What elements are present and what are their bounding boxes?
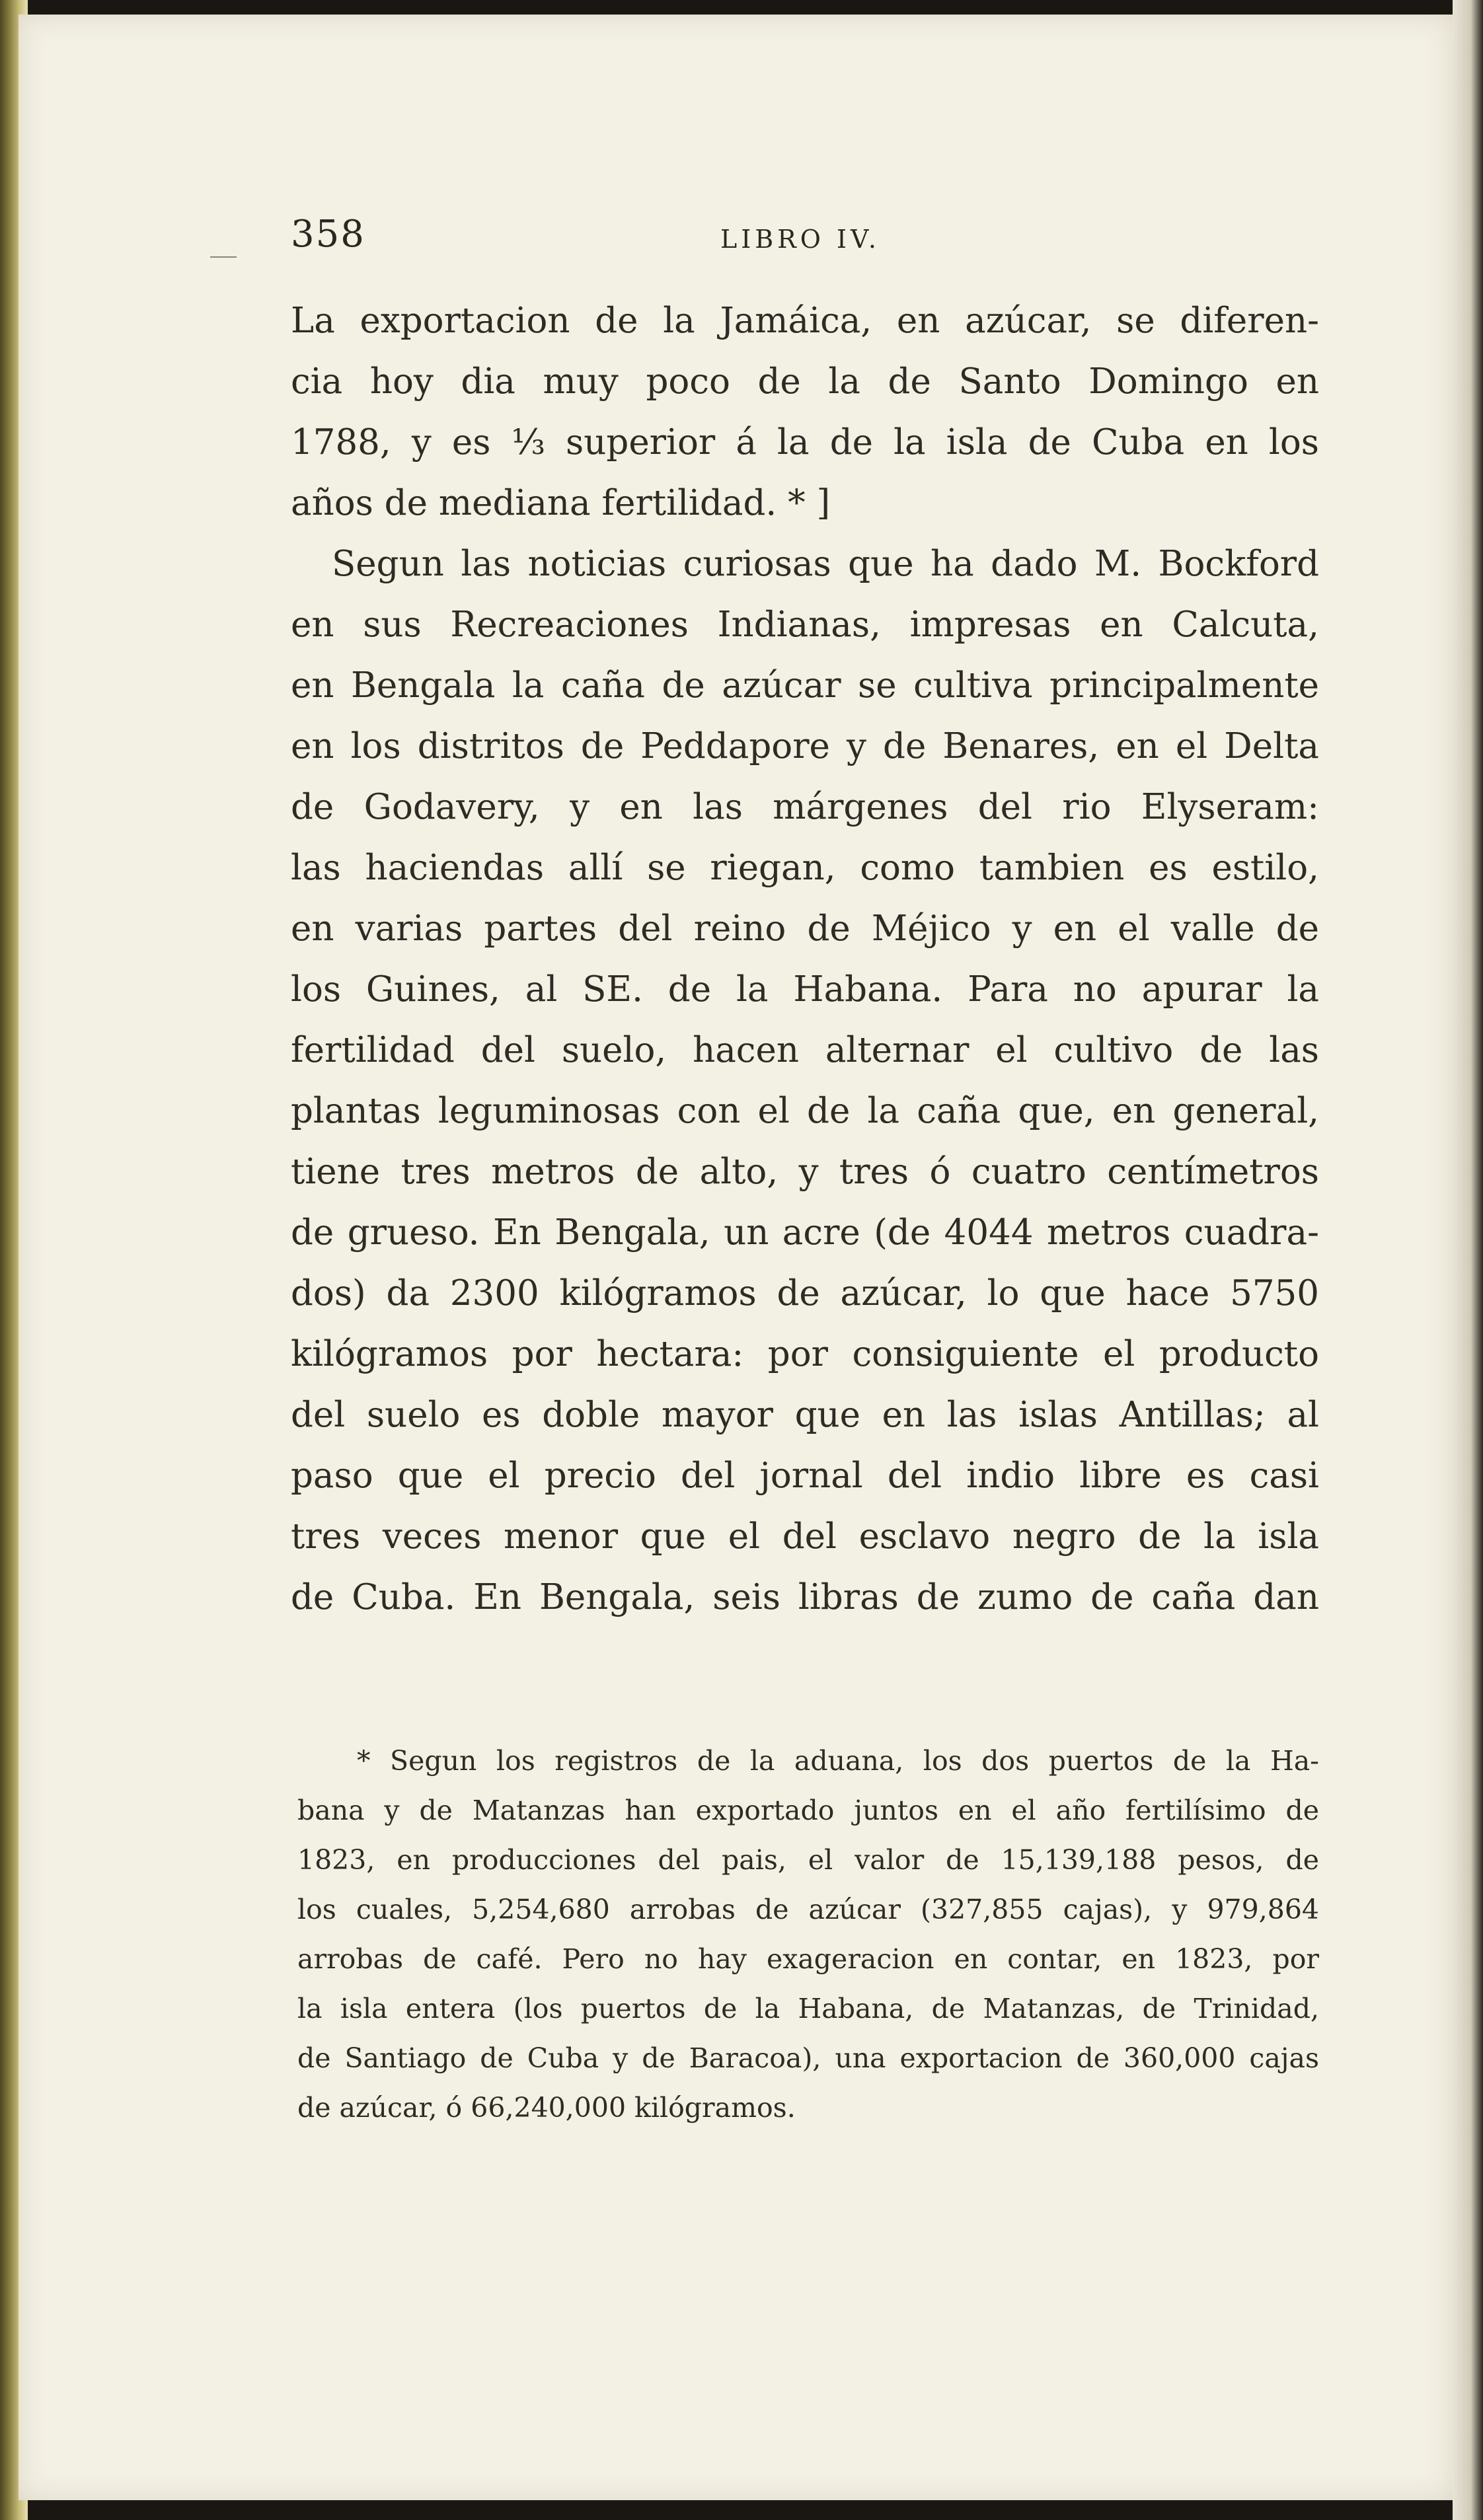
footnote-line: la isla entera (los puertos de la Habana, de Matanzas, de Trinidad,	[297, 1993, 1319, 2024]
text-line: en Bengala la caña de azúcar se cultiva principalmente	[291, 665, 1319, 706]
text-line: tiene tres metros de alto, y tres ó cuatro centímetros	[291, 1152, 1319, 1192]
text-line: plantas leguminosas con el de la caña que, en general,	[291, 1091, 1319, 1131]
running-head: LIBRO IV.	[720, 225, 880, 254]
text-line: La exportacion de la Jamáica, en azúcar, se diferen-	[291, 301, 1319, 341]
text-line: de grueso. En Bengala, un acre (de 4044 metros cuadra-	[291, 1212, 1319, 1253]
text-line: de Cuba. En Bengala, seis libras de zumo de caña dan	[291, 1577, 1319, 1617]
main-text	[291, 291, 1319, 1628]
text-line: Segun las noticias curiosas que ha dado M. Bockford	[332, 544, 1319, 584]
footnote-line: * Segun los registros de la aduana, los dos puertos de la Ha-	[357, 1745, 1319, 1777]
page-right-edge	[1453, 0, 1483, 2520]
footnote-line: bana y de Matanzas han exportado juntos en el año fertilísimo de	[297, 1795, 1319, 1826]
footnote	[297, 1736, 1319, 2133]
footnote-line: de Santiago de Cuba y de Baracoa), una exportacion de 360,000 cajas	[297, 2042, 1319, 2074]
page-header	[291, 213, 1322, 266]
text-line: fertilidad del suelo, hacen alternar el cultivo de las	[291, 1030, 1319, 1070]
text-line: en sus Recreaciones Indianas, impresas en Calcuta,	[291, 605, 1319, 645]
text-line: tres veces menor que el del esclavo negro de la isla	[291, 1516, 1319, 1557]
page-number: 358	[291, 213, 365, 256]
text-line: paso que el precio del jornal del indio libre es casi	[291, 1456, 1319, 1496]
text-line: dos) da 2300 kilógramos de azúcar, lo que hace 5750	[291, 1273, 1319, 1314]
margin-dash	[210, 256, 237, 258]
text-line: del suelo es doble mayor que en las islas Antillas; al	[291, 1395, 1319, 1435]
text-line: los Guines, al SE. de la Habana. Para no apurar la	[291, 969, 1319, 1010]
text-line: de Godavery, y en las márgenes del rio Elyseram:	[291, 787, 1319, 827]
text-line: 1788, y es ⅓ superior á la de la isla de Cuba en los	[291, 422, 1319, 463]
text-line: en los distritos de Peddapore y de Benares, en el Delta	[291, 726, 1319, 766]
text-line: en varias partes del reino de Méjico y en el valle de	[291, 908, 1319, 949]
footnote-line: 1823, en producciones del pais, el valor de 15,139,188 pesos, de	[297, 1844, 1319, 1876]
footnote-line: arrobas de café. Pero no hay exageracion en contar, en 1823, por	[297, 1943, 1319, 1975]
text-line: cia hoy dia muy poco de la de Santo Domingo en	[291, 361, 1319, 402]
text-line: las haciendas allí se riegan, como tambien es estilo,	[291, 848, 1319, 888]
footnote-line: los cuales, 5,254,680 arrobas de azúcar (327,855 cajas), y 979,864	[297, 1894, 1319, 1925]
text-line: años de mediana fertilidad. * ]	[291, 483, 831, 523]
text-line: kilógramos por hectara: por consiguiente el producto	[291, 1334, 1319, 1374]
footnote-line: de azúcar, ó 66,240,000 kilógramos.	[297, 2092, 796, 2124]
